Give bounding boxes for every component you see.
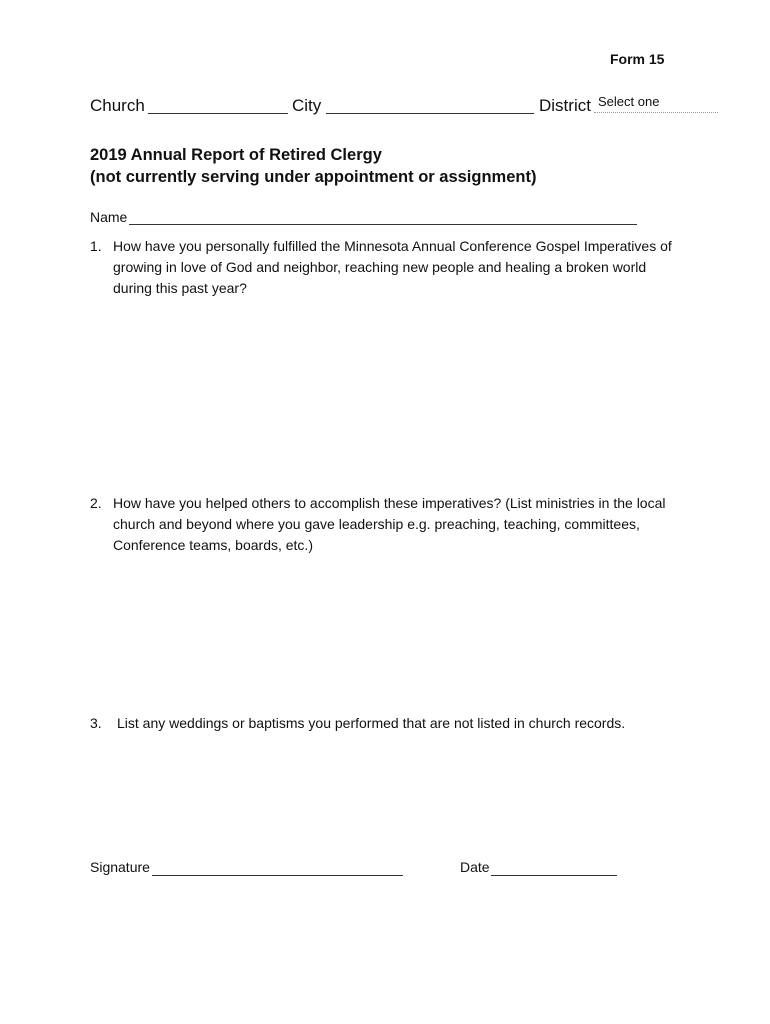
signature-row xyxy=(90,859,650,881)
title-line-2: (not currently serving under appointment or assignment) xyxy=(90,168,537,186)
city-label: City xyxy=(292,96,322,115)
question-number: 2. xyxy=(90,495,102,511)
question-number: 1. xyxy=(90,238,102,254)
header-row xyxy=(90,94,730,120)
district-label: District xyxy=(539,96,591,115)
name-row xyxy=(90,209,650,229)
answer-area-2[interactable] xyxy=(113,563,683,693)
question-text: How have you personally fulfilled the Minnesota Annual Conference Gospel Imperatives of growing in love of God and neighbor, reaching new people and healing a broken world during this past year? xyxy=(113,238,672,296)
question-number: 3. xyxy=(90,715,102,731)
city-field[interactable] xyxy=(326,113,534,114)
signature-field[interactable] xyxy=(152,875,403,876)
name-field[interactable] xyxy=(129,224,637,225)
question-1 xyxy=(90,236,690,476)
question-text: How have you helped others to accomplish these imperatives? (List ministries in the local church and beyond where you gave leadership e.g. preaching, teaching, committees, Conference teams, boards, etc.) xyxy=(113,495,666,553)
district-select[interactable]: Select one xyxy=(594,94,718,113)
date-label: Date xyxy=(460,859,490,875)
question-text: List any weddings or baptisms you performed that are not listed in church records. xyxy=(117,715,626,731)
signature-label: Signature xyxy=(90,859,150,875)
page-title xyxy=(90,144,536,188)
form-number: Form 15 xyxy=(610,51,665,67)
question-2 xyxy=(90,493,690,703)
title-line-1: 2019 Annual Report of Retired Clergy xyxy=(90,146,382,164)
question-3 xyxy=(90,713,690,843)
name-label: Name xyxy=(90,209,128,225)
date-field[interactable] xyxy=(491,875,617,876)
answer-area-1[interactable] xyxy=(113,306,683,466)
church-field[interactable] xyxy=(148,113,288,114)
answer-area-3[interactable] xyxy=(113,743,683,838)
church-label: Church xyxy=(90,96,145,115)
